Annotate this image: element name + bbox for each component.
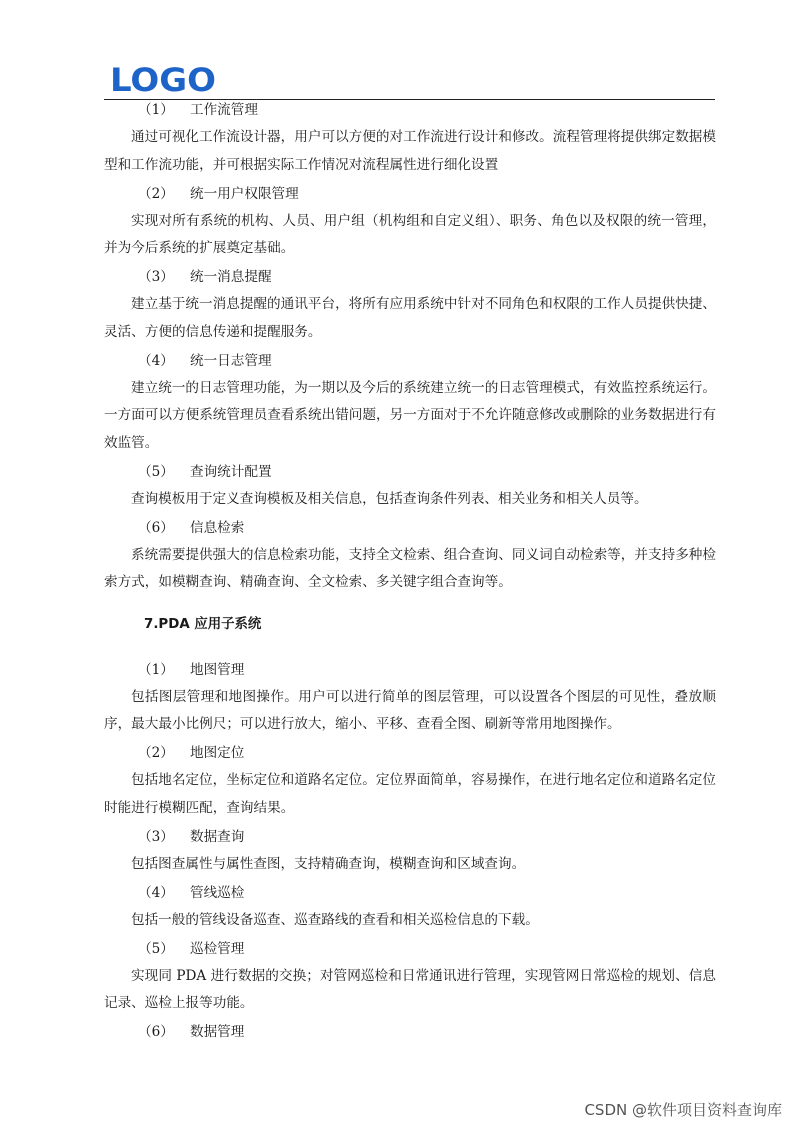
item-paragraph: 建立基于统一消息提醒的通讯平台，将所有应用系统中针对不同角色和权限的工作人员提供快捷、灵活、方便的信息传递和提醒服务。 xyxy=(104,296,716,340)
logo xyxy=(110,64,220,94)
item-number: （5） xyxy=(138,463,174,480)
item-number: （3） xyxy=(138,269,174,285)
item-paragraph: 实现对所有系统的机构、人员、用户组（机构组和自定义组）、职务、角色以及权限的统一管理，并为今后系统的扩展奠定基础。 xyxy=(104,212,716,256)
item-paragraph: 通过可视化工作流设计器，用户可以方便的对工作流进行设计和修改。流程管理将提供绑定数据模型和工作流功能，并可根据实际工作情况对流程属性进行细化设置 xyxy=(104,129,716,173)
item-paragraph: 建立统一的日志管理功能，为一期以及今后的系统建立统一的日志管理模式，有效监控系统运行。一方面可以方便系统管理员查看系统出错问题，另一方面对于不允许随意修改或删除的业务数据进行有效监管。 xyxy=(104,379,716,451)
item-heading xyxy=(104,739,716,767)
item-paragraph: 实现同 PDA 进行数据的交换；对管网巡检和日常通讯进行管理，实现管网日常巡检的规划、信息记录、巡检上报等功能。 xyxy=(104,967,716,1011)
item-heading xyxy=(104,656,716,684)
item-number: （1） xyxy=(138,102,174,118)
item-paragraph: 包括图层管理和地图操作。用户可以进行简单的图层管理，可以设置各个图层的可见性，叠放顺序，最大最小比例尺；可以进行放大，缩小、平移、查看全图、刷新等常用地图操作。 xyxy=(104,688,716,732)
item-title: 查询统计配置 xyxy=(190,463,272,480)
item-heading xyxy=(104,458,716,486)
item-number: （1） xyxy=(138,661,174,678)
item-number: （2） xyxy=(138,185,174,202)
item-title: 地图管理 xyxy=(190,661,245,678)
item-number: （2） xyxy=(138,745,174,761)
item-paragraph: 系统需要提供强大的信息检索功能，支持全文检索、组合查询、同义词自动检索等，并支持多种检索方式，如模糊查询、精确查询、全文检索、多关键字组合查询等。 xyxy=(104,546,716,590)
item-number: （4） xyxy=(138,884,174,901)
item-paragraph: 包括一般的管线设备巡查、巡查路线的查看和相关巡检信息的下载。 xyxy=(131,911,539,928)
item-title: 管线巡检 xyxy=(190,884,245,901)
item-title: 数据查询 xyxy=(190,828,245,845)
item-number: （5） xyxy=(138,940,174,957)
item-heading xyxy=(104,1018,716,1046)
item-heading xyxy=(104,935,716,963)
item-heading xyxy=(104,96,716,124)
item-title: 巡检管理 xyxy=(190,940,245,957)
logo-text: LOGO xyxy=(110,64,216,94)
item-number: （4） xyxy=(138,352,174,369)
item-paragraph: 查询模板用于定义查询模板及相关信息，包括查询条件列表、相关业务和相关人员等。 xyxy=(131,490,648,507)
watermark: CSDN @软件项目资料查询库 xyxy=(584,1101,782,1119)
item-number: （6） xyxy=(138,1024,174,1040)
item-title: 统一消息提醒 xyxy=(190,269,272,285)
document-body xyxy=(104,96,716,1046)
item-heading xyxy=(104,514,716,542)
item-heading xyxy=(104,347,716,375)
item-title: 工作流管理 xyxy=(190,102,258,118)
item-heading xyxy=(104,180,716,208)
item-title: 统一日志管理 xyxy=(190,352,272,369)
item-heading xyxy=(104,823,716,851)
item-heading xyxy=(104,879,716,907)
item-title: 统一用户权限管理 xyxy=(190,185,299,202)
item-title: 信息检索 xyxy=(190,519,245,536)
section-title: 7.PDA 应用子系统 xyxy=(144,616,262,632)
item-title: 地图定位 xyxy=(190,745,245,761)
item-paragraph: 包括图查属性与属性查图，支持精确查询，模糊查询和区域查询。 xyxy=(131,855,526,872)
item-heading xyxy=(104,263,716,291)
item-paragraph: 包括地名定位，坐标定位和道路名定位。定位界面简单，容易操作，在进行地名定位和道路名定位时能进行模糊匹配，查询结果。 xyxy=(104,772,716,816)
item-number: （3） xyxy=(138,828,174,845)
item-number: （6） xyxy=(138,519,174,536)
item-title: 数据管理 xyxy=(190,1024,245,1040)
